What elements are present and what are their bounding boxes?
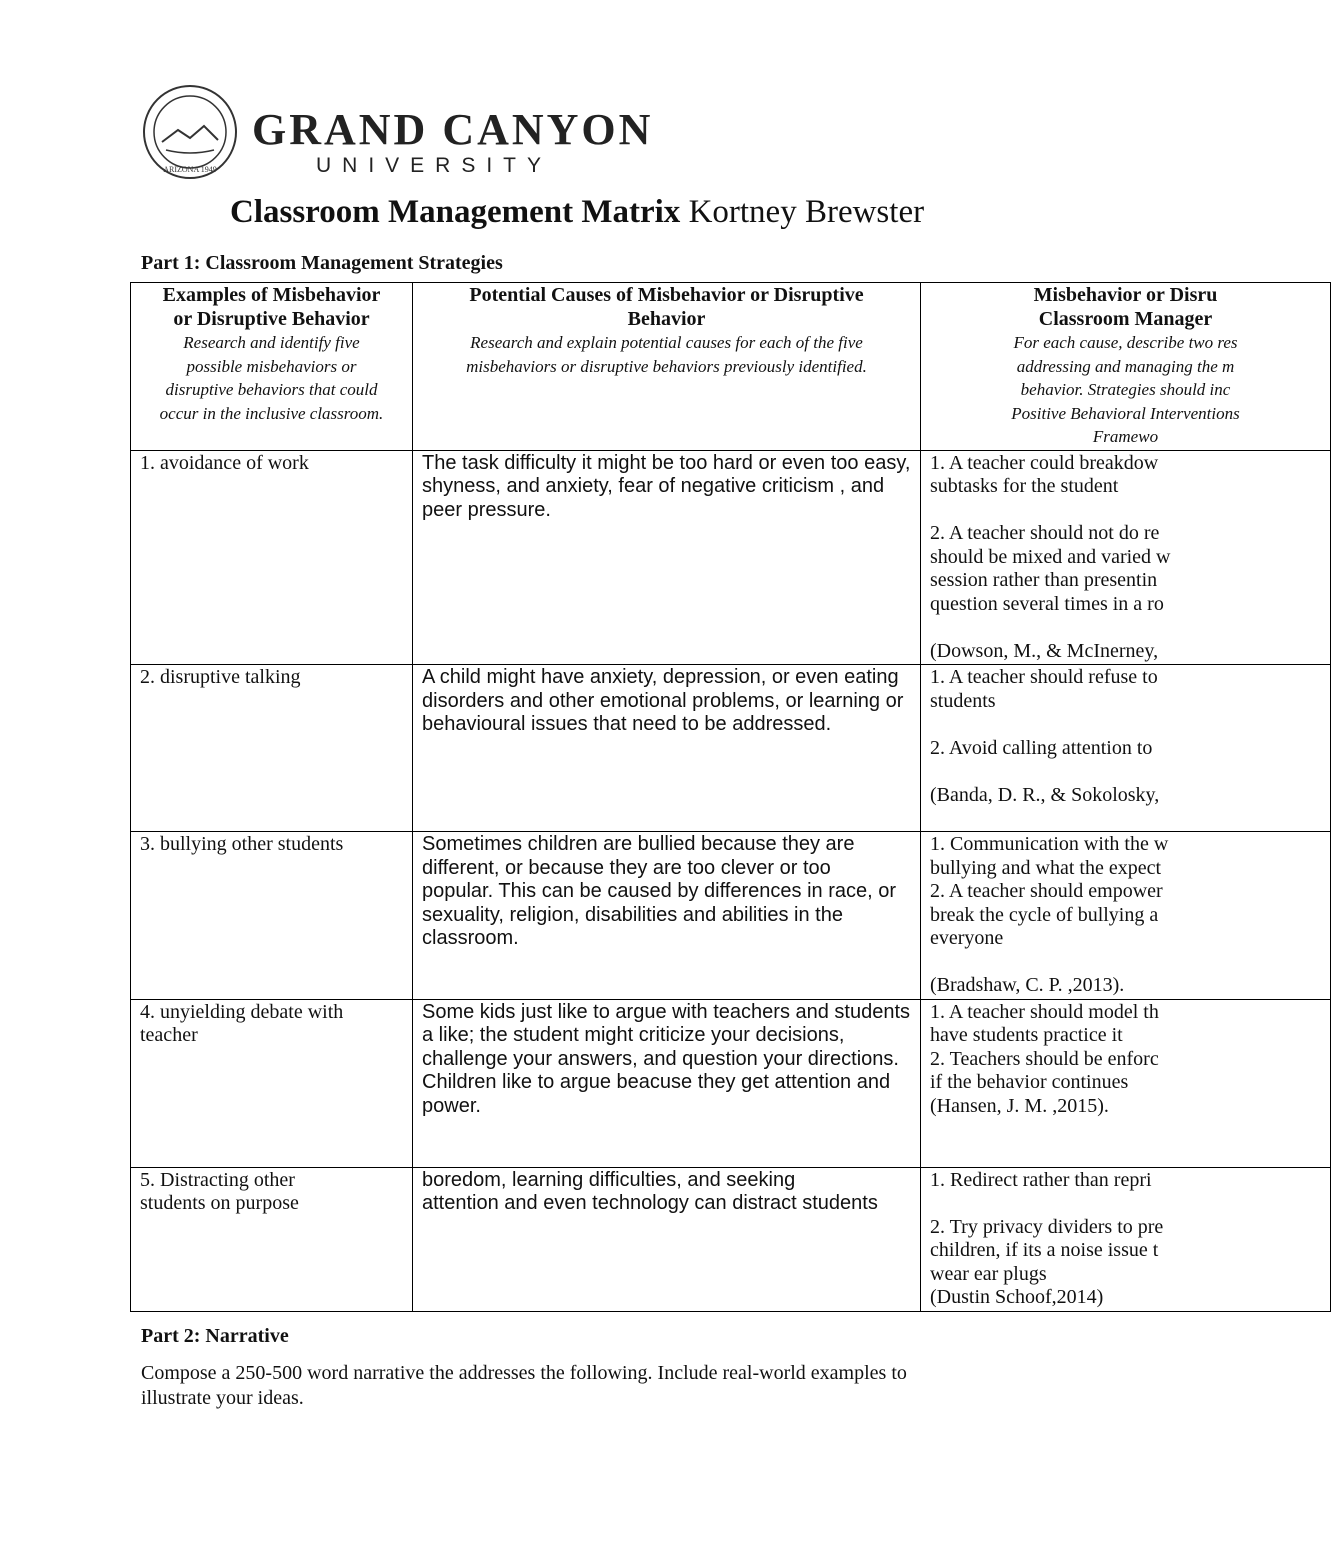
behavior-cell [131,665,413,832]
cause-line: different, or because they are too clever or too [422,856,831,879]
logo-wordmark-top: GRAND CANYON [252,105,654,154]
header-title-line: Misbehavior or Disru [1033,284,1218,306]
title-bold: Classroom Management Matrix [230,194,681,230]
header-title-line: or Disruptive Behavior [173,307,370,330]
cause-line: boredom, learning difficulties, and seeking [422,1168,796,1191]
behavior-line: 5. Distracting other [140,1168,295,1191]
matrix-header-row [131,283,1331,451]
narrative-line: Compose a 250-500 word narrative the addresses the following. Include real-world examples to [141,1362,907,1384]
behavior-cell [131,450,413,665]
matrix-header-cell [413,283,921,451]
cause-cell [413,450,921,665]
document-title [230,194,924,231]
strategy-line: (Dustin Schoof,2014) [930,1286,1104,1308]
strategy-line: should be mixed and varied w [930,545,1171,568]
header-description-line: addressing and managing the m [1016,356,1235,376]
part1-heading: Part 1: Classroom Management Strategies [141,252,503,274]
strategy-line: 1. A teacher could breakdow [930,451,1159,474]
classroom-management-matrix [130,282,1331,1312]
seal-text: ARIZONA 1949 [163,165,217,174]
cause-line: attention and even technology can distract students [422,1192,878,1214]
strategy-cell [921,1167,1331,1311]
header-description-line: behavior. Strategies should inc [1020,380,1231,399]
cause-line: shyness, and anxiety, fear of negative criticism , and [422,475,885,497]
strategy-line [930,1192,1321,1216]
strategy-line: 2. Avoid calling attention to [930,736,1153,759]
strategy-cell [921,832,1331,1000]
narrative-instructions [141,1361,1081,1411]
strategy-line: (Hansen, J. M. ,2015). [930,1094,1109,1117]
behavior-cell [131,999,413,1167]
header-description-line: occur in the inclusive classroom. [159,403,384,423]
cause-cell [413,832,921,1000]
header-description-line: Framewo [1092,427,1159,446]
strategy-line: (Dowson, M., & McInerney, [930,639,1159,662]
strategy-line: 1. Communication with the w [930,833,1169,855]
behavior-line: students on purpose [140,1192,299,1214]
cause-cell [413,999,921,1167]
header-description-line: Research and identify five [183,333,360,352]
strategy-line: have students practice it [930,1024,1123,1046]
header-title-line: Behavior [627,307,706,330]
matrix-row [131,999,1331,1167]
strategy-line [930,760,1321,784]
cause-line: behavioural issues that need to be addressed. [422,713,832,735]
strategy-line: students [930,689,996,712]
behavior-line: teacher [140,1024,198,1046]
strategy-line: 2. Try privacy dividers to pre [930,1215,1164,1238]
header-description-line: Positive Behavioral Interventions [1011,403,1240,423]
header-description-line: Research and explain potential causes for each of the five [470,333,863,352]
strategy-line: 2. A teacher should not do re [930,522,1160,544]
strategy-cell [921,450,1331,665]
strategy-line: 1. A teacher should refuse to [930,666,1158,688]
cause-line: sexuality, religion, disabilities and abilities in the [422,903,843,926]
part2-heading: Part 2: Narrative [141,1325,289,1347]
matrix-header-cell [921,283,1331,451]
strategy-line: children, if its a noise issue t [930,1239,1159,1261]
behavior-line: 1. avoidance of work [140,451,309,474]
cause-line: a like; the student might criticize your decisions, [422,1024,845,1046]
narrative-line: illustrate your ideas. [141,1387,304,1409]
strategy-line: session rather than presentin [930,569,1158,591]
header-description-line: possible misbehaviors or [186,356,357,376]
strategy-line: everyone [930,927,1004,949]
strategy-cell [921,665,1331,832]
cause-line: popular. This can be caused by differences in race, or [422,880,896,902]
behavior-cell [131,832,413,1000]
matrix-row [131,832,1331,1000]
strategy-line: break the cycle of bullying a [930,903,1159,926]
cause-cell [413,665,921,832]
strategy-line: if the behavior continues [930,1071,1129,1093]
cause-line: challenge your answers, and question your directions. [422,1047,899,1070]
matrix-container [130,282,1240,1308]
strategy-line: 2. Teachers should be enforc [930,1047,1159,1070]
behavior-cell [131,1167,413,1311]
strategy-line: (Banda, D. R., & Sokolosky, [930,783,1160,806]
strategy-line: wear ear plugs [930,1262,1047,1285]
strategy-line: 1. Redirect rather than repri [930,1168,1152,1191]
matrix-row [131,450,1331,665]
cause-cell [413,1167,921,1311]
strategy-line: bullying and what the expect [930,856,1162,879]
university-logo [140,105,654,184]
header-description-line: For each cause, describe two res [1013,333,1238,352]
strategy-line: 1. A teacher should model th [930,1000,1159,1023]
behavior-line: 2. disruptive talking [140,666,301,688]
strategy-line [930,616,1321,640]
header-description-line: disruptive behaviors that could [165,380,378,399]
cause-line: disorders and other emotional problems, or learning or [422,689,904,712]
header-title-line: Classroom Manager [1038,307,1213,330]
cause-line: The task difficulty it might be too hard or even too easy, [422,451,911,474]
matrix-header-cell [131,283,413,451]
matrix-row [131,1167,1331,1311]
author-name: Kortney Brewster [688,194,925,230]
strategy-cell [921,999,1331,1167]
cause-line: A child might have anxiety, depression, or even eating [422,666,899,688]
strategy-line: 2. A teacher should empower [930,880,1163,902]
strategy-line: (Bradshaw, C. P. ,2013). [930,974,1125,996]
university-seal-icon [140,82,240,182]
behavior-line: 4. unyielding debate with [140,1000,344,1023]
header-title-line: Examples of Misbehavior [162,284,381,306]
cause-line: power. [422,1094,481,1117]
logo-wordmark: UNIVERSITY [316,154,553,177]
strategy-line [930,499,1321,523]
header-description-line: misbehaviors or disruptive behaviors previously identified. [466,356,867,376]
cause-line: Some kids just like to argue with teachers and students [422,1000,911,1023]
strategy-line: question several times in a ro [930,592,1164,615]
strategy-line: subtasks for the student [930,475,1119,497]
cause-line: Children like to argue beacuse they get attention and [422,1071,891,1093]
cause-line: classroom. [422,927,519,949]
strategy-line [930,951,1321,975]
behavior-line: 3. bullying other students [140,833,344,855]
header-title-line: Potential Causes of Misbehavior or Disruptive [469,284,864,306]
cause-line: peer pressure. [422,498,551,521]
strategy-line [930,713,1321,737]
matrix-row [131,665,1331,832]
cause-line: Sometimes children are bullied because they are [422,833,855,855]
